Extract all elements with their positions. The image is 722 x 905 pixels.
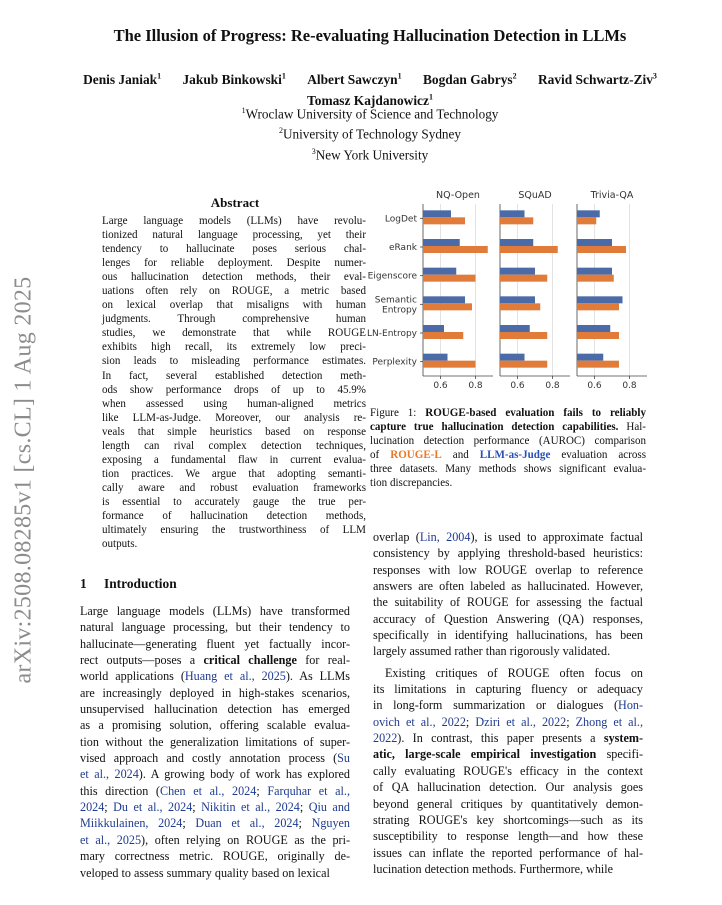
abstract-line: is essential to accurately gauge the true per- bbox=[102, 495, 366, 508]
llm-as-judge-label: LLM-as-Judge bbox=[479, 449, 551, 462]
citation-link[interactable]: Nikitin et al., 2024 bbox=[201, 800, 300, 815]
intro-line bbox=[373, 562, 643, 578]
intro-line bbox=[373, 545, 643, 561]
abstract-line: on lexical overlap that misaligns with human bbox=[102, 299, 366, 312]
bar-llm-as-judge bbox=[423, 268, 456, 275]
abstract-line: lenges for reliable deployment. Despite numer- bbox=[102, 257, 366, 270]
bar-llm-as-judge bbox=[500, 296, 535, 303]
text-run: Hal- bbox=[618, 421, 646, 434]
intro-line bbox=[80, 848, 350, 864]
intro-line bbox=[373, 594, 643, 610]
bar-rouge-l bbox=[423, 246, 488, 253]
arxiv-identifier: arXiv:2508.08285v1 [cs.CL] 1 Aug 2025 bbox=[10, 276, 37, 684]
text-run: veloped to assess summary quality based on lexical bbox=[80, 865, 330, 880]
bar-rouge-l bbox=[423, 361, 476, 368]
abstract-line: ous hallucination detection methods, their eval- bbox=[102, 271, 366, 284]
bar-rouge-l bbox=[577, 361, 619, 368]
text-run: responses with low ROUGE overlap to reference bbox=[373, 562, 643, 577]
bold-text: atic, large-scale empirical investigation bbox=[373, 747, 597, 762]
bar-llm-as-judge bbox=[423, 354, 448, 361]
citation-link[interactable]: Hon- bbox=[618, 698, 643, 713]
caption-line bbox=[370, 434, 646, 448]
affiliation: $^2$University of Technology Sydney bbox=[279, 126, 461, 142]
text-run: Existing critiques of ROUGE often focus on bbox=[385, 665, 643, 680]
y-tick-label-line: Eigenscore bbox=[367, 271, 417, 282]
intro-line bbox=[80, 734, 350, 750]
text-run: ; bbox=[298, 816, 312, 831]
abstract-line: sion leads to misleading performance estimates. bbox=[102, 355, 366, 368]
caption-line bbox=[370, 448, 646, 462]
intro-line bbox=[80, 815, 350, 831]
intro-line bbox=[373, 697, 643, 713]
bold-text: system- bbox=[603, 731, 643, 746]
abstract-line: uations often rely on ROUGE, a metric based bbox=[102, 285, 366, 298]
text-run: specifi- bbox=[596, 747, 643, 762]
text-run: ), often relying on ROUGE as the pri- bbox=[141, 832, 350, 847]
text-run: Figure 1: bbox=[370, 407, 426, 419]
x-tick-label: 0.8 bbox=[545, 381, 560, 391]
text-run: natural language processing, but their tendency to bbox=[80, 620, 350, 635]
intro-line bbox=[80, 685, 350, 701]
text-run: as a promising solution, offering scalable evalua- bbox=[80, 718, 350, 733]
text-run: of QA hallucination detection. Our analysis goes bbox=[373, 780, 643, 795]
y-tick-label bbox=[389, 243, 418, 253]
text-run: ; bbox=[299, 800, 309, 815]
text-run: cally evaluating ROUGE's efficacy in the context bbox=[373, 763, 643, 778]
intro-line bbox=[373, 828, 643, 844]
intro-line bbox=[373, 665, 643, 681]
abstract-line: ods show performance drops of up to 45.9% bbox=[102, 383, 366, 396]
abstract-line: tendency to hallucinate poses serious chal- bbox=[102, 243, 366, 256]
text-run: overlap ( bbox=[373, 530, 420, 544]
author: Albert Sawczyn$^1$ bbox=[307, 72, 402, 88]
abstract-heading: Abstract bbox=[210, 195, 260, 210]
bar-rouge-l bbox=[577, 275, 614, 282]
x-tick-label: 0.8 bbox=[468, 381, 483, 391]
abstract-line: when assessed using human-aligned metrics bbox=[102, 397, 366, 410]
affiliation-list bbox=[60, 102, 680, 163]
text-run: world applications ( bbox=[80, 669, 185, 684]
text-run: ). As LLMs bbox=[285, 669, 350, 684]
text-run: susceptibility to response length—and how these bbox=[373, 829, 643, 844]
abstract-line: tion practices. We argue that adopting semanti- bbox=[102, 467, 366, 480]
intro-line bbox=[80, 865, 350, 881]
text-run: strating ROUGE's key shortcomings—such as its bbox=[373, 812, 643, 827]
bar-rouge-l bbox=[500, 217, 533, 224]
intro-line bbox=[373, 681, 643, 697]
text-run: ), is used to approximate factual bbox=[470, 530, 643, 544]
intro-line bbox=[373, 746, 643, 762]
abstract-line: cally aware and robust evaluation frameworks bbox=[102, 481, 366, 494]
intro-line bbox=[373, 845, 643, 861]
intro-line bbox=[373, 643, 643, 659]
abstract-line: exhibits high recall, its extremely low preci- bbox=[102, 341, 366, 354]
text-run: ; bbox=[566, 714, 576, 729]
text-run: vised approach and costly annotation process ( bbox=[80, 751, 338, 766]
y-tick-label-line: LN-Entropy bbox=[367, 329, 417, 339]
abstract-line: outputs. bbox=[102, 538, 138, 551]
author: Denis Janiak$^1$ bbox=[83, 72, 162, 88]
author: Jakub Binkowski$^1$ bbox=[182, 72, 286, 88]
citation-link[interactable]: Du et al., 2024 bbox=[113, 800, 193, 815]
y-tick-label-line: Perplexity bbox=[372, 357, 417, 368]
intro-line bbox=[373, 796, 643, 812]
text-run: its limitations in capturing fluency or adequacy bbox=[373, 682, 643, 697]
citation-link[interactable]: Huang et al., 2025 bbox=[184, 669, 286, 684]
intro-line bbox=[373, 578, 643, 594]
x-tick-label: 0.8 bbox=[622, 381, 637, 391]
text-run: and bbox=[441, 449, 480, 462]
bar-rouge-l bbox=[423, 303, 472, 310]
bar-llm-as-judge bbox=[500, 325, 530, 332]
text-run: unsupervised hallucination detection has emerged bbox=[80, 702, 350, 717]
bar-rouge-l bbox=[423, 332, 463, 339]
intro-line bbox=[80, 717, 350, 733]
rouge-l-label: ROUGE-L bbox=[390, 449, 442, 462]
citation-link[interactable]: Qiu and bbox=[308, 800, 350, 815]
text-run: largely assumed rather than rigorously validated. bbox=[373, 644, 611, 659]
citation-link[interactable]: ovich et al., 2022 bbox=[373, 714, 466, 729]
intro-line bbox=[80, 603, 350, 619]
text-run: answers are often labeled as hallucinated. However, bbox=[373, 579, 643, 594]
y-tick-label bbox=[368, 272, 418, 282]
intro-line bbox=[373, 714, 643, 730]
figure-1-chart bbox=[355, 188, 655, 393]
x-tick-label: 0.6 bbox=[433, 381, 448, 391]
bar-rouge-l bbox=[500, 332, 547, 339]
y-tick-label-line: Entropy bbox=[382, 305, 417, 316]
bar-llm-as-judge bbox=[577, 325, 610, 332]
bar-llm-as-judge bbox=[500, 268, 535, 275]
text-run: this direction ( bbox=[80, 783, 160, 798]
abstract-line: In fact, several established detection meth- bbox=[102, 369, 366, 382]
y-tick-label bbox=[375, 295, 418, 315]
intro-line bbox=[373, 529, 643, 545]
bar-llm-as-judge bbox=[577, 210, 600, 217]
caption-line bbox=[370, 462, 646, 476]
x-tick-label: 0.6 bbox=[587, 381, 602, 391]
y-tick-label-line: eRank bbox=[388, 243, 417, 253]
citation-link[interactable]: Zhong et al., bbox=[575, 714, 643, 729]
y-tick-label-line: LogDet bbox=[384, 214, 417, 225]
intro-line bbox=[80, 636, 350, 652]
citation-link[interactable]: Chen et al., 2024 bbox=[159, 783, 257, 798]
bar-rouge-l bbox=[500, 275, 547, 282]
text-run: tion without the generalization limitations of super- bbox=[80, 734, 350, 749]
bar-llm-as-judge bbox=[577, 354, 603, 361]
citation-link[interactable]: Duan et al., 2024 bbox=[195, 816, 299, 831]
y-tick-label bbox=[385, 214, 418, 224]
text-run: of bbox=[370, 449, 391, 462]
text-run: rect outputs—poses a bbox=[80, 653, 204, 668]
text-run: ). A growing body of work has explored bbox=[138, 767, 350, 782]
author: Bogdan Gabrys$^2$ bbox=[422, 72, 517, 88]
affiliation: $^3$New York University bbox=[311, 146, 429, 163]
citation-link[interactable]: Farquhar et al., bbox=[267, 783, 350, 798]
abstract-body bbox=[102, 214, 366, 551]
bar-llm-as-judge bbox=[500, 239, 533, 246]
text-run: for real- bbox=[296, 653, 350, 668]
abstract-line: formance of hallucination detection methods, bbox=[102, 509, 366, 522]
citation-link[interactable]: Lin, 2004 bbox=[419, 530, 471, 544]
text-run: hallucinate—generating fluent yet factually incor- bbox=[80, 636, 350, 651]
bar-llm-as-judge bbox=[577, 296, 623, 303]
citation-link[interactable]: Nguyen bbox=[311, 816, 350, 831]
bar-llm-as-judge bbox=[423, 325, 444, 332]
text-run: accuracy of Question Answering (QA) responses, bbox=[373, 611, 643, 626]
text-run: lucination detection performance (AUROC) comparison bbox=[370, 435, 646, 448]
text-run: tion discrepancies. bbox=[370, 477, 453, 490]
bar-llm-as-judge bbox=[423, 210, 451, 217]
bold-text: ROUGE-based evaluation fails to reliably bbox=[425, 407, 646, 419]
citation-link[interactable]: 2024 bbox=[80, 800, 105, 815]
text-run: evaluation across bbox=[550, 449, 646, 462]
intro-line bbox=[80, 832, 350, 848]
citation-link[interactable]: Su bbox=[337, 751, 350, 766]
text-run: ). In contrast, this paper presents a bbox=[397, 731, 604, 746]
author: Tomasz Kajdanowicz$^1$ bbox=[307, 92, 433, 108]
bar-llm-as-judge bbox=[500, 354, 525, 361]
abstract-line: veals that simple heuristics based on response bbox=[102, 425, 366, 438]
paper-title: The Illusion of Progress: Re-evaluating Hallucination Detection in LLMs bbox=[113, 26, 627, 45]
intro-line bbox=[80, 668, 350, 684]
intro-line bbox=[373, 730, 643, 746]
bar-llm-as-judge bbox=[577, 268, 612, 275]
intro-line bbox=[80, 652, 350, 668]
abstract-line: tionized natural language processing, yet their bbox=[102, 229, 366, 242]
intro-line bbox=[80, 701, 350, 717]
caption-line bbox=[370, 476, 646, 490]
bar-llm-as-judge bbox=[423, 239, 460, 246]
intro-line bbox=[80, 750, 350, 766]
intro-line bbox=[373, 812, 643, 828]
bar-llm-as-judge bbox=[577, 239, 612, 246]
y-tick-label bbox=[367, 329, 418, 339]
bar-rouge-l bbox=[577, 217, 596, 224]
text-run: consistency by applying threshold-based heuristics: bbox=[373, 546, 643, 561]
citation-link[interactable]: et al., 2024 bbox=[80, 767, 139, 782]
bar-llm-as-judge bbox=[423, 296, 465, 303]
text-run: Large language models (LLMs) have transformed bbox=[80, 604, 350, 618]
citation-link[interactable]: Miikkulainen, 2024 bbox=[80, 816, 183, 831]
text-run: in long-form summarization or dialogues ( bbox=[373, 698, 619, 713]
text-run: lucination detection methods. Furthermore, while bbox=[373, 861, 614, 876]
text-run: beyond general critiques by quantitatively demon- bbox=[373, 796, 643, 811]
figure-1-caption bbox=[370, 406, 646, 490]
text-run: ; bbox=[104, 800, 114, 815]
abstract-line: like LLM-as-Judge. Moreover, our analysis re- bbox=[102, 411, 366, 424]
text-run: the suitability of ROUGE for assessing the factual bbox=[373, 595, 643, 610]
intro-line bbox=[373, 627, 643, 643]
bar-rouge-l bbox=[500, 246, 558, 253]
abstract-line: Large language models (LLMs) have revolu- bbox=[102, 215, 366, 227]
caption-line bbox=[370, 420, 646, 434]
panel-title: Trivia-QA bbox=[590, 190, 634, 201]
author-row-1 bbox=[40, 68, 700, 88]
citation-link[interactable]: Dziri et al., 2022 bbox=[475, 714, 567, 729]
text-run: mary correctness metric. ROUGE, originally de- bbox=[80, 849, 350, 864]
text-run: three datasets. Many methods shows significant evalua- bbox=[370, 463, 646, 476]
intro-line bbox=[80, 766, 350, 782]
intro-line bbox=[373, 763, 643, 779]
intro-line bbox=[80, 799, 350, 815]
abstract-line: studies, we demonstrate that while ROUGE bbox=[102, 327, 366, 340]
caption-line bbox=[370, 406, 646, 420]
bold-text: critical challenge bbox=[203, 653, 297, 668]
bar-rouge-l bbox=[577, 246, 626, 253]
x-tick-label: 0.6 bbox=[510, 381, 525, 391]
bar-rouge-l bbox=[577, 303, 619, 310]
intro-line bbox=[80, 783, 350, 799]
bar-rouge-l bbox=[577, 332, 619, 339]
abstract-line: ultimately ensuring the trustworthiness of LLM bbox=[102, 524, 366, 537]
text-run: issues can inflate the reported performance of hal- bbox=[373, 845, 643, 860]
bar-rouge-l bbox=[500, 303, 540, 310]
intro-line bbox=[373, 611, 643, 627]
text-run: ; bbox=[192, 800, 202, 815]
panel-title: NQ-Open bbox=[436, 190, 480, 201]
intro-line bbox=[80, 619, 350, 635]
author: Ravid Schwartz-Ziv$^3$ bbox=[537, 72, 657, 88]
intro-column-left bbox=[80, 603, 350, 881]
affiliation: $^1$Wroclaw University of Science and Technology bbox=[241, 106, 499, 122]
bar-rouge-l bbox=[423, 217, 465, 224]
abstract-line: exposing a fundamental flaw in current evalua- bbox=[102, 453, 366, 466]
text-run: ; bbox=[256, 783, 268, 798]
bar-rouge-l bbox=[500, 361, 547, 368]
intro-line bbox=[373, 779, 643, 795]
bar-llm-as-judge bbox=[500, 210, 525, 217]
abstract-line: length can rival complex detection techniques, bbox=[102, 439, 366, 452]
text-run: are increasingly deployed in high-stakes scenarios, bbox=[80, 685, 350, 700]
y-tick-label bbox=[372, 358, 417, 368]
y-tick-label-line: Semantic bbox=[374, 295, 417, 306]
text-run: ; bbox=[465, 714, 476, 729]
intro-column-right bbox=[373, 529, 643, 877]
text-run: specifically in identifying hallucinations, has been bbox=[373, 628, 643, 643]
section-heading: 1 Introduction bbox=[80, 576, 177, 591]
panel-title: SQuAD bbox=[518, 190, 552, 201]
text-run: ; bbox=[182, 816, 196, 831]
intro-line bbox=[373, 861, 643, 877]
citation-link[interactable]: 2022 bbox=[373, 731, 398, 746]
bold-text: capture true hallucination detection capabilities. bbox=[370, 421, 619, 434]
bar-rouge-l bbox=[423, 275, 476, 282]
abstract-line: judgments. Through comprehensive human bbox=[102, 313, 366, 326]
citation-link[interactable]: et al., 2025 bbox=[80, 832, 142, 847]
